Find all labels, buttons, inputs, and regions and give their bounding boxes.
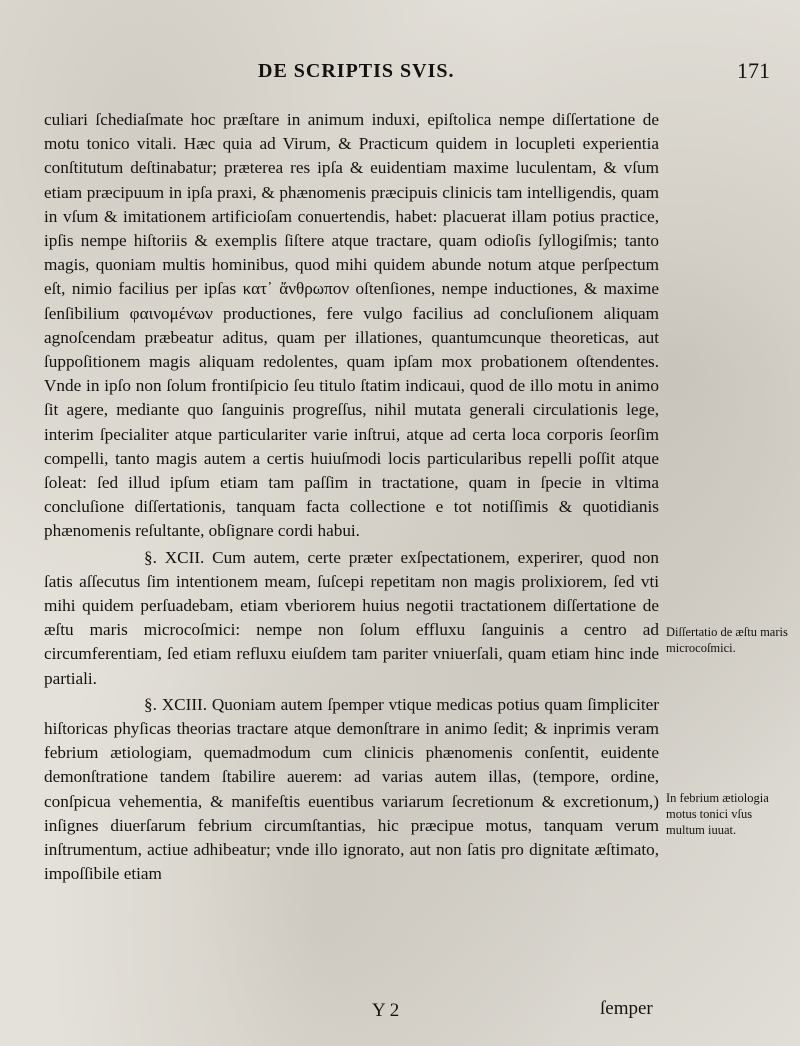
paragraph-continuation: culiari ſchediaſmate hoc præſtare in animum induxi, epiſtolica nempe diſſertatione de motu tonico vitali. Hæc quia ad Virum, & Practicum quidem in locupleti experientia conſtitutum deſtinabatur; præterea res ipſa & euidentiam maxime luculentam, & vſum etiam præcipuum in ipſa praxi, & phænomenis præcipuis clinicis tam intelligendis, quam in vſum & imitationem artificioſam conuertendis, habet: placuerat illam potius practice, ipſis nempe hiſtoriis & exemplis ſiſtere atque tractare, quam odioſis ſyllogiſmis; tanto magis, quoniam multis hominibus, quod mihi quidem abunde notum atque perſpectum eſt, nimio facilius per ipſas κατ᾽ ἄνθρωπον oſtenſiones, nempe inductiones, & maxime ſenſibilium φαινομένων productiones, fere vulgo facilius ad concluſionem aliquam agnoſcendam præbeatur aditus, quam per illationes, quantumcunque theoreticas, aut ſuppoſitionem magis aliquam redolentes, quam ipſam mox probationem oſtendentes. Vnde in ipſo non ſolum frontiſpicio ſeu titulo ſtatim indicaui, quod de illo motu in animo ſit agere, mediante quo ſanguinis progreſſus, nihil mutata generali circulationis lege, interim ſpecialiter atque particulariter varie inſtrui, atque ad certa loca corporis ſeorſim compelli, tanto magis autem a certis huiuſmodi locis particularibus repelli poſſit atque ſoleat: ſed illud ipſum etiam tam paſſim in tractatione, quam in ſpecie in vltima concluſione diſſertationis, tanquam facta collectione e tot notiſſimis & quotidianis phænomenis reſultante, obſignare cordi habui.	[44, 110, 659, 541]
paragraph-section-92: §. XCII. Cum autem, certe præter exſpectationem, experirer, quod non ſatis aſſecutus ſim intentionem meam, ſuſcepi repetitam non magis prolixiorem, ſed vti mihi quidem perſuadebam, etiam vberiorem huius negotii tractationem diſſertatione de æſtu maris microcoſmici: nempe non ſolum effluxu ſanguinis a centro ad circumferentiam, ſed etiam refluxu eiuſdem tam pariter vniuerſali, quam etiam hinc inde partiali.	[44, 547, 659, 688]
catchword: ſemper	[600, 998, 653, 1019]
running-head: DE SCRIPTIS SVIS.	[258, 60, 455, 82]
page-number: 171	[737, 58, 770, 83]
signature-mark: Y 2	[372, 1000, 400, 1021]
paragraph-section-93: §. XCIII. Quoniam autem ſpemper vtique medicas potius quam ſimpliciter hiſtoricas phyſicas theorias tractare atque demonſtrare in animo ſedit; & inprimis veram febrium ætiologiam, quemadmodum cum clinicis phænomenis conſentit, euidente demonſtratione tandem ſtabilire auerem: ad varias autem illas, (tempore, ordine, conſpicua vehementia, & manifeſtis euentibus variarum ſecretionum & excretionum,) inſignes diuerſarum febrium circumſtantias, hic præcipue motus, tanquam verum inſtrumentum, actiue adhibeatur; vnde illo ignorato, aut non ſatis pro dignitate æſtimato, impoſſibile etiam	[44, 694, 659, 884]
marginal-note-1: Diſſertatio de æſtu maris microcoſmici.	[666, 625, 788, 655]
marginal-note-2: In febrium ætiologia motus tonici vſus multum iuuat.	[666, 791, 769, 837]
main-text-block	[44, 108, 659, 887]
